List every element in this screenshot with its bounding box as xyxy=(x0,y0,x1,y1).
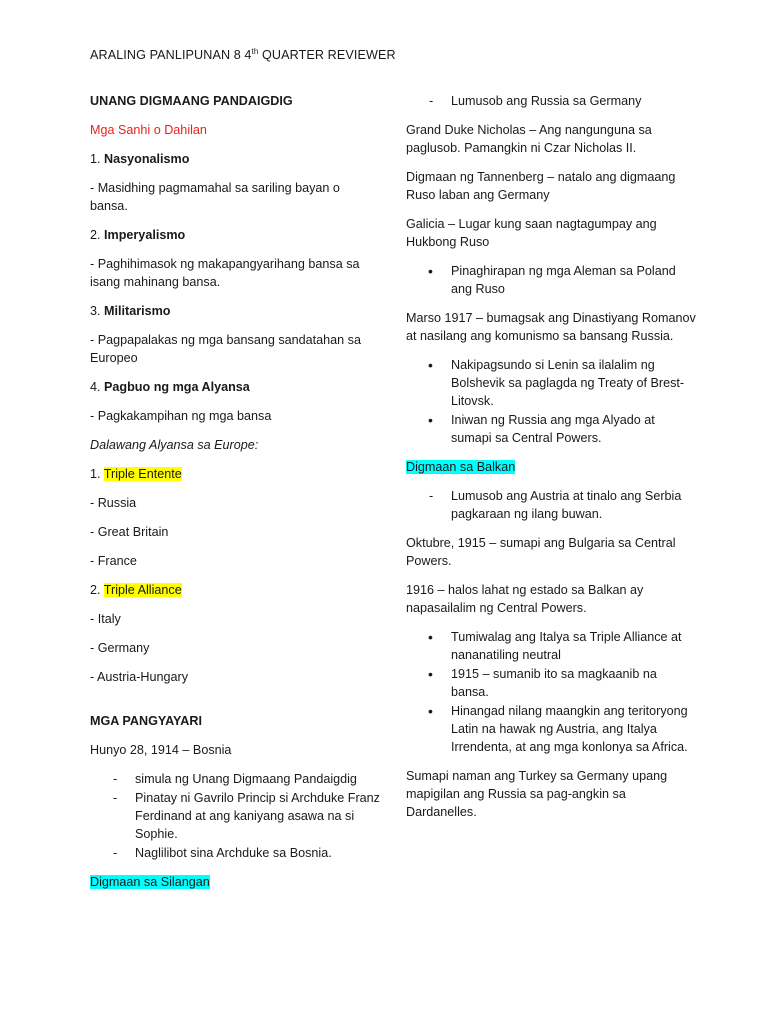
cause-description: - Pagkakampihan ng mga bansa xyxy=(90,409,272,423)
cause-description: - Masidhing pagmamahal sa sariling bayan o bansa. xyxy=(90,181,340,213)
list-item: - Lumusob ang Russia sa Germany xyxy=(406,92,696,110)
paragraph: Galicia – Lugar kung saan nagtagumpay ang Hukbong Ruso xyxy=(406,217,657,249)
paragraph: Sumapi naman ang Turkey sa Germany upang mapigilan ang Russia sa pag-angkin sa Dardanelles. xyxy=(406,769,668,819)
list-item: - Pinatay ni Gavrilo Princip si Archduke Franz Ferdinand at ang kaniyang asawa na si Sophie. xyxy=(90,789,380,843)
cause-name: Imperyalismo xyxy=(104,228,186,242)
alliance-member: - Great Britain xyxy=(90,525,169,539)
causes-heading: Mga Sanhi o Dahilan xyxy=(90,123,207,137)
cause-number: 2. xyxy=(90,228,105,242)
events-list xyxy=(90,770,380,862)
cause-title xyxy=(90,226,380,244)
header-title-suffix: QUARTER REVIEWER xyxy=(258,48,396,62)
paragraph: Oktubre, 1915 – sumapi ang Bulgaria sa Central Powers. xyxy=(406,536,676,568)
header-superscript: th xyxy=(251,46,259,56)
events-date: Hunyo 28, 1914 – Bosnia xyxy=(90,743,232,757)
header-title: ARALING PANLIPUNAN 8 4 xyxy=(90,48,252,62)
cause-description: - Pagpapalakas ng mga bansang sandatahan sa Europeo xyxy=(90,333,361,365)
bullet-list xyxy=(406,356,696,447)
alliance-name: Triple Alliance xyxy=(103,583,182,597)
list-item: • Iniwan ng Russia ang mga Alyado at sumapi sa Central Powers. xyxy=(406,411,696,447)
east-heading xyxy=(90,873,380,891)
cause-description: - Paghihimasok ng makapangyarihang bansa sa isang mahinang bansa. xyxy=(90,257,360,289)
list-item: • Pinaghirapan ng mga Aleman sa Poland ang Ruso xyxy=(406,262,696,298)
alliance-number: 2. xyxy=(90,583,104,597)
cause-number: 3. xyxy=(90,304,105,318)
cause-title xyxy=(90,150,380,168)
balkan-heading xyxy=(406,458,696,476)
list-item: • Hinangad nilang maangkin ang teritoryong Latin na hawak ng Austria, ang Italya Irrendenta, at ang mga konlonya sa Africa. xyxy=(406,702,696,756)
list-item: - Lumusob ang Austria at tinalo ang Serbia pagkaraan ng ilang buwan. xyxy=(406,487,696,523)
cause-name: Militarismo xyxy=(104,304,171,318)
bullet-list xyxy=(406,628,696,756)
left-column xyxy=(90,92,380,902)
alliance-title xyxy=(90,581,380,599)
east-heading-text: Digmaan sa Silangan xyxy=(90,875,210,889)
cause-title xyxy=(90,378,380,396)
list-item: - simula ng Unang Digmaang Pandaigdig xyxy=(90,770,380,788)
alliance-title xyxy=(90,465,380,483)
paragraph: Digmaan ng Tannenberg – natalo ang digmaang Ruso laban ang Germany xyxy=(406,170,676,202)
list-item: • Nakipagsundo si Lenin sa ilalalim ng Bolshevik sa paglagda ng Treaty of Brest-Litovsk. xyxy=(406,356,696,410)
cause-number: 4. xyxy=(90,380,105,394)
alliance-number: 1. xyxy=(90,467,104,481)
bullet-list xyxy=(406,262,696,298)
list-item: - Naglilibot sina Archduke sa Bosnia. xyxy=(90,844,380,862)
russia-list xyxy=(406,92,696,110)
alliance-member: - Italy xyxy=(90,612,121,626)
alliances-heading: Dalawang Alyansa sa Europe: xyxy=(90,438,259,452)
right-column xyxy=(406,92,696,832)
page-header xyxy=(90,46,396,64)
alliance-member: - Germany xyxy=(90,641,150,655)
cause-title xyxy=(90,302,380,320)
balkan-list xyxy=(406,487,696,523)
balkan-heading-text: Digmaan sa Balkan xyxy=(406,460,516,474)
paragraph: Grand Duke Nicholas – Ang nangunguna sa paglusob. Pamangkin ni Czar Nicholas II. xyxy=(406,123,652,155)
list-item: • Tumiwalag ang Italya sa Triple Alliance at nananatiling neutral xyxy=(406,628,696,664)
alliance-member: - France xyxy=(90,554,137,568)
section-heading: UNANG DIGMAANG PANDAIGDIG xyxy=(90,94,293,108)
alliance-member: - Austria-Hungary xyxy=(90,670,188,684)
paragraph: 1916 – halos lahat ng estado sa Balkan ay napasailalim ng Central Powers. xyxy=(406,583,644,615)
alliance-name: Triple Entente xyxy=(103,467,182,481)
cause-name: Nasyonalismo xyxy=(104,152,190,166)
list-item: • 1915 – sumanib ito sa magkaanib na bansa. xyxy=(406,665,696,701)
cause-number: 1. xyxy=(90,152,105,166)
alliance-member: - Russia xyxy=(90,496,137,510)
cause-name: Pagbuo ng mga Alyansa xyxy=(104,380,250,394)
events-heading: MGA PANGYAYARI xyxy=(90,714,202,728)
paragraph: Marso 1917 – bumagsak ang Dinastiyang Romanov at nasilang ang komunismo sa bansang Russia. xyxy=(406,311,696,343)
